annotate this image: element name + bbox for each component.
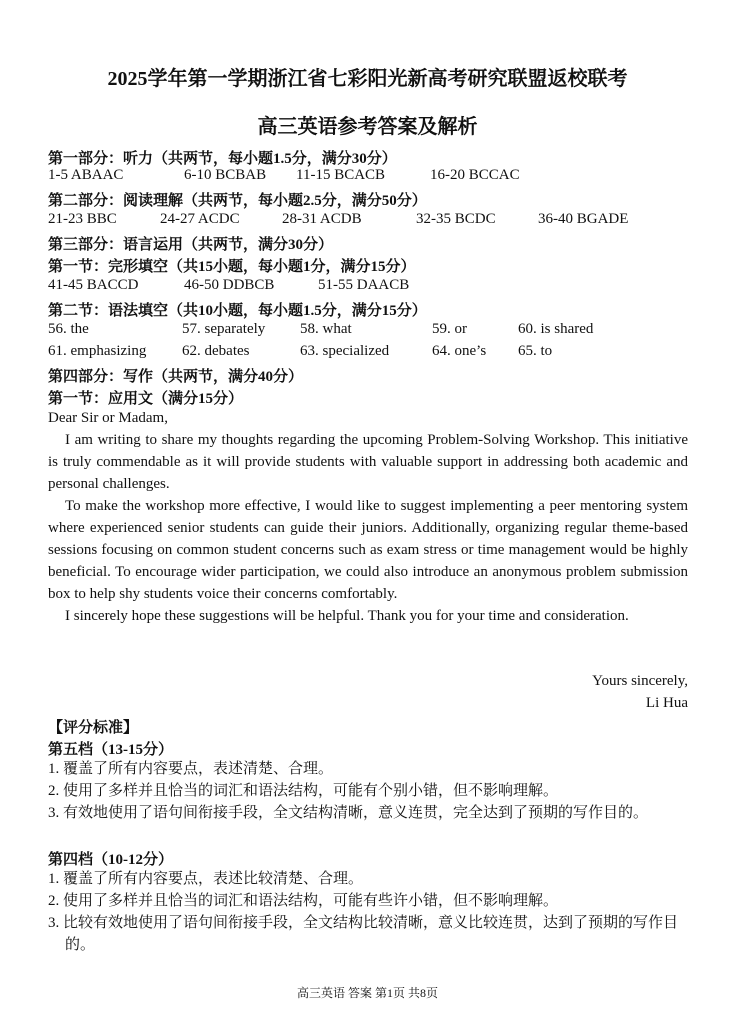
letter-paragraph: I am writing to share my thoughts regarding the upcoming Problem-Solving Workshop. This initiative is truly commendable as it will provide students with valuable support in addressing both academic and personal challenges. [48,432,688,492]
grammar-answer: 56. the [48,321,89,337]
part4-heading: 第四部分：写作（共两节，满分40分） [48,369,304,385]
grammar-answers-row2 [48,343,688,363]
answer-group: 6-10 BCBAB [184,167,267,183]
answer-group: 21-23 BBC [48,211,117,227]
answer-group: 41-45 BACCD [48,277,139,293]
grammar-answer: 65. to [518,343,553,359]
part2-heading: 第二部分：阅读理解（共两节，每小题2.5分，满分50分） [48,193,427,209]
page-footer: 高三英语 答案 第1页 共8页 [296,986,438,1000]
grammar-answer: 63. specialized [300,343,390,359]
document-subtitle: 高三英语参考答案及解析 [257,116,478,138]
answer-group: 46-50 DDBCB [184,277,275,293]
grade5-item: 2. 使用了多样并且恰当的词汇和语法结构，可能有个别小错，但不影响理解。 [48,783,559,799]
part3-heading: 第三部分：语言运用（共两节，满分30分） [48,237,334,253]
sample-letter [48,407,688,627]
answer-group: 1-5 ABAAC [48,167,124,183]
document-title: 2025学年第一学期浙江省七彩阳光新高考研究联盟返校联考 [107,68,628,90]
grammar-answer: 61. emphasizing [48,343,147,359]
criteria-heading: 【评分标准】 [48,720,139,736]
part1-answers [48,167,688,187]
grammar-answer: 64. one’s [432,343,487,359]
writing-section1-heading: 第一节：应用文（满分15分） [48,391,244,407]
answer-group: 28-31 ACDB [282,211,362,227]
letter-paragraph: To make the workshop more effective, I would like to suggest implementing a peer mentoring system where experienced senior students can guide their juniors. Additionally, organizing regular theme-based sessions focusing on common student concerns such as exam stress or time management would be highly beneficial. To encourage wider participation, we could also introduce an anonymous problem submission box to help shy students voice their concerns comfortably. [48,498,688,602]
cloze-answers [48,277,688,297]
grade5-item: 1. 覆盖了所有内容要点，表述清楚、合理。 [48,761,334,777]
grammar-answer: 60. is shared [518,321,594,337]
grade5-item: 3. 有效地使用了语句间衔接手段，全文结构清晰，意义连贯，完全达到了预期的写作目的。 [48,805,649,821]
grammar-answer: 57. separately [182,321,266,337]
cloze-heading: 第一节：完形填空（共15小题，每小题1分，满分15分） [48,259,416,275]
letter-closing: Yours sincerely, [592,673,688,689]
grammar-answer: 59. or [432,321,467,337]
answer-group: 51-55 DAACB [318,277,410,293]
letter-signature: Li Hua [645,695,688,711]
grade4-item: 3. 比较有效地使用了语句间衔接手段，全文结构比较清晰，意义比较连贯，达到了预期的写作目的。 [48,915,679,953]
grade4-item: 2. 使用了多样并且恰当的词汇和语法结构，可能有些许小错，但不影响理解。 [48,893,559,909]
grade4-item: 1. 覆盖了所有内容要点，表述比较清楚、合理。 [48,871,364,887]
answer-group: 16-20 BCCAC [430,167,520,183]
part1-heading: 第一部分：听力（共两节，每小题1.5分，满分30分） [48,151,397,167]
grade5-heading: 第五档（13-15分） [48,742,173,758]
answer-group: 24-27 ACDC [160,211,240,227]
letter-salutation: Dear Sir or Madam, [48,410,168,426]
part2-answers [48,211,688,231]
grammar-answers-row1 [48,321,688,341]
grammar-heading: 第二节：语法填空（共10小题，每小题1.5分，满分15分） [48,303,427,319]
grammar-answer: 58. what [300,321,352,337]
grammar-answer: 62. debates [182,343,250,359]
answer-group: 11-15 BCACB [296,167,386,183]
answer-group: 32-35 BCDC [416,211,496,227]
answer-group: 36-40 BGADE [538,211,629,227]
grade4-heading: 第四档（10-12分） [48,852,173,868]
letter-paragraph: I sincerely hope these suggestions will be helpful. Thank you for your time and consideration. [65,608,629,624]
